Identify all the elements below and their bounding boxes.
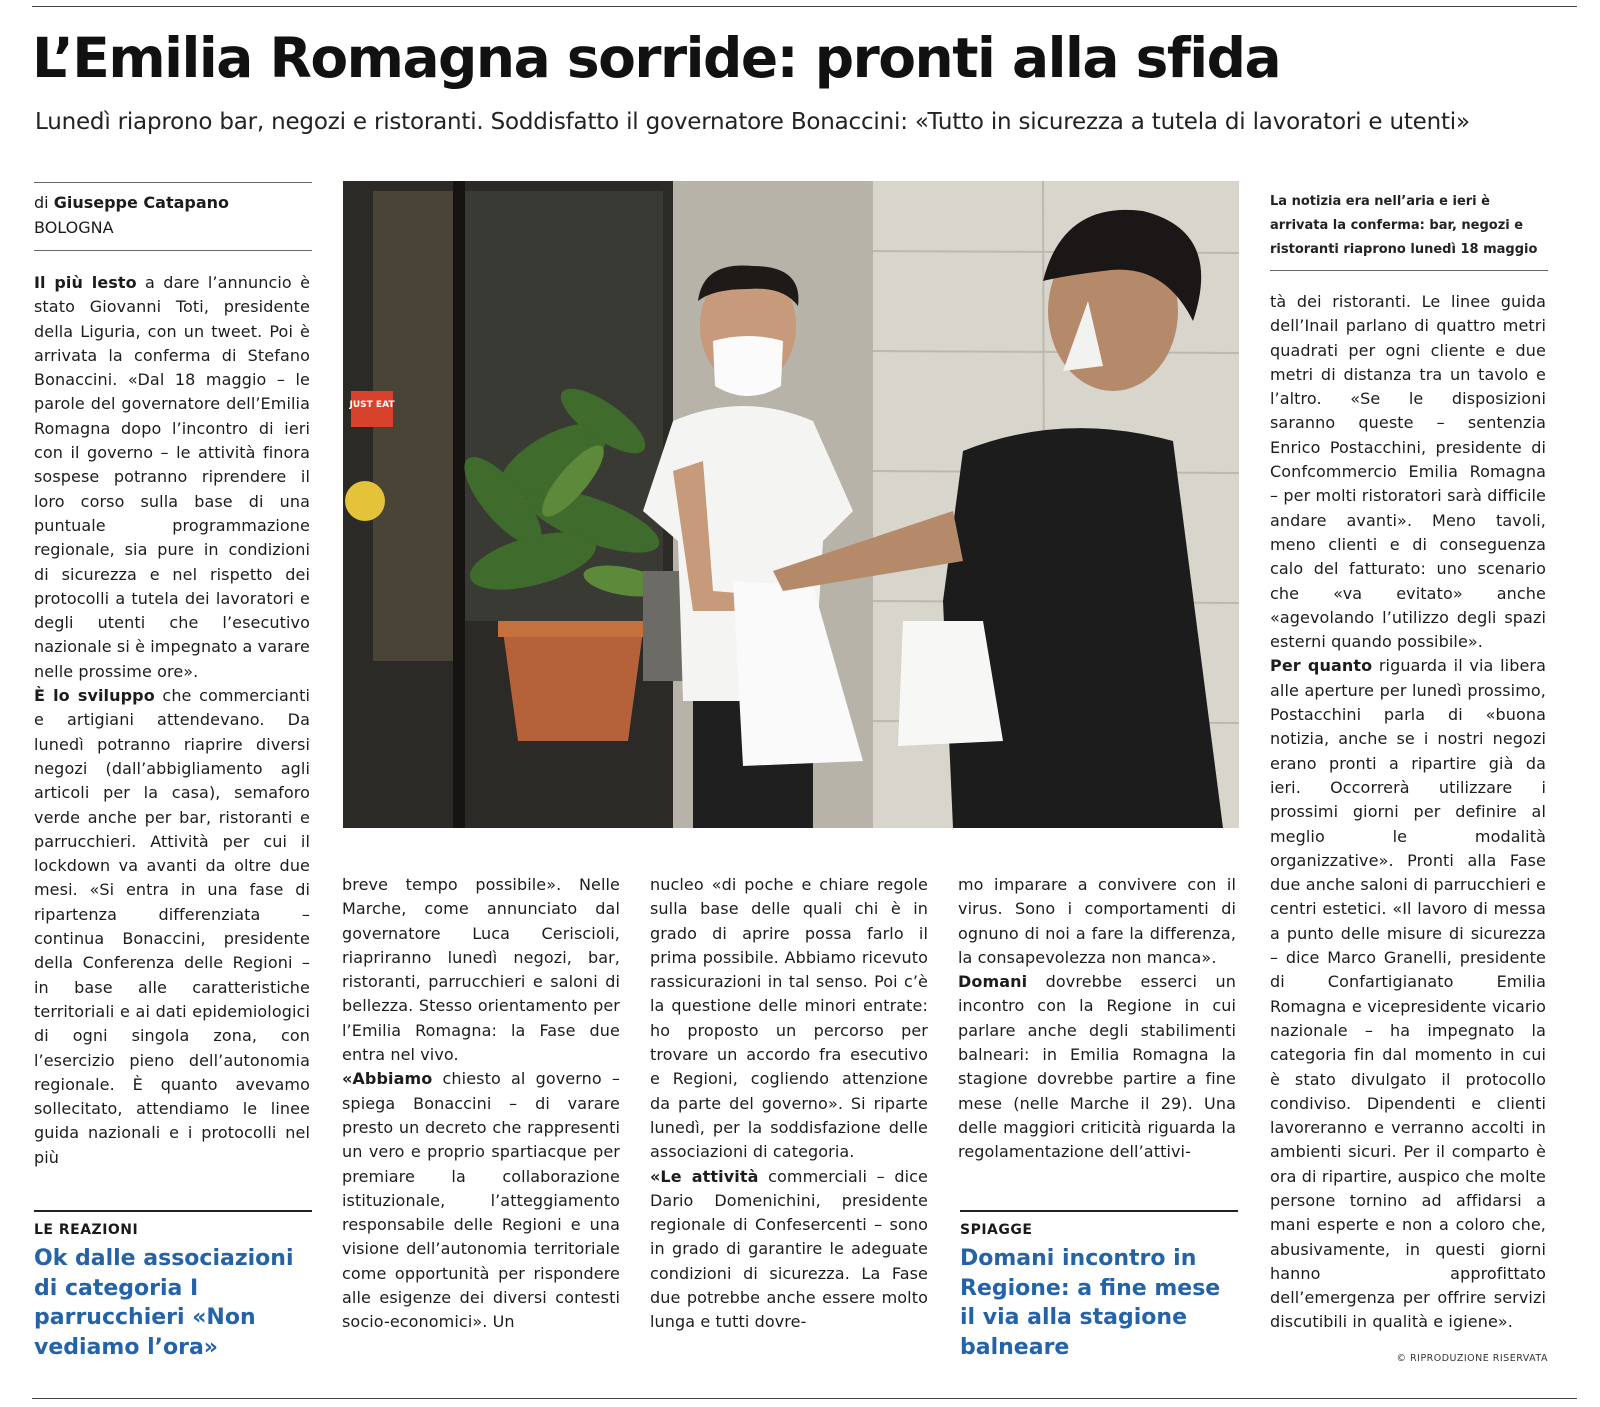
paragraph-text: riguarda il via libera alle aperture per lunedì prossimo, Postacchini parla di «buona notizia, anche se i nostri negozi erano pronti a ripartire già da ieri. Occorrerà utilizzare i prossimi giorni per definire al meglio le modalità organizzative». Pronti alla Fase due anche saloni di parrucchieri e centri estetici. «Il lavoro di messa a punto delle misure di sicurezza – dice Marco Granelli, presidente di Confartigianato Emilia Romagna e vicepresidente vicario nazionale – ha impegnato la categoria fin dal momento in cui è stato divulgato il protocollo condiviso. Dipendenti e clienti lavoreranno e verranno accolti in ambienti sicuri. Per il comparto è ora di ripartire, auspico che molte persone tornino ad affidarsi a mani esperte e non a coloro che, abusivamente, in questi giorni hanno approfittato dell’emergenza per offrire servizi discutibili in qualità e igiene».	[1270, 656, 1546, 1332]
byline	[34, 190, 314, 240]
lead-in: Domani	[958, 972, 1028, 992]
paragraph-text: mo imparare a convivere con il virus. Sono i comportamenti di ognuno di noi a fare la differenza, la consapevolezza non manca».	[958, 875, 1236, 967]
paragraph	[34, 271, 310, 684]
subheadline: Lunedì riaprono bar, negozi e ristoranti. Soddisfatto il governatore Bonaccini: «Tutto in sicurezza a tutela di lavoratori e utenti»	[35, 109, 1470, 135]
lead-in: «Abbiamo	[342, 1069, 433, 1089]
byline-rule	[34, 182, 312, 183]
paragraph-text: tà dei ristoranti. Le linee guida dell’Inail parlano di quattro metri quadrati per ogni cliente e due metri di distanza tra un tavolo e l’altro. «Se le disposizioni saranno queste – sentenzia Enrico Postacchini, presidente di Confcommercio Emilia Romagna – per molti ristoratori sarà difficile andare avanti». Meno tavoli, meno clienti e di conseguenza calo del fatturato: uno scenario che «va evitato» anche «agevolando l’utilizzo degli spazi esterni quando possibile».	[1270, 292, 1546, 652]
lead-in: «Le attività	[650, 1166, 759, 1186]
article-column-1	[34, 271, 310, 1170]
spiagge-kicker: SPIAGGE	[960, 1222, 1033, 1238]
paragraph-text: che commercianti e artigiani attendevano. Da lunedì potranno riaprire diversi negozi (dall’abbigliamento agli articoli per la casa), semaforo verde anche per bar, ristoranti e parrucchieri. Attività per cui il lockdown va avanti da oltre due mesi. «Si entra in una fase di ripartenza differenziata – continua Bonaccini, presidente della Conferenza delle Regioni – in base alle caratteristiche territoriali e ai dati epidemiologici di ogni singola zona, con l’esercizio pieno dell’autonomia regionale. È quanto avevamo sollecitato, attendiamo le linee guida nazionali e i protocolli nel più	[34, 686, 311, 1167]
article-column-5	[1270, 290, 1546, 1335]
paragraph	[34, 684, 310, 1170]
paragraph-text: a dare l’annuncio è stato Giovanni Toti, presidente della Liguria, con un tweet. Poi è arrivata la conferma di Stefano Bonaccini. «Dal 18 maggio – le parole del governatore dell’Emilia Romagna dopo l’incontro di ieri con il governo – le attività finora sospese potranno riprendere il loro corso sulla base di una puntuale programmazione regionale, sia pure in condizioni di sicurezza e nel rispetto dei protocolli a tutela dei lavoratori e degli utenti che l’esecutivo nazionale si è impegnato a varare nelle prossime ore».	[34, 273, 311, 681]
byline-prefix: di	[34, 193, 49, 212]
top-rule	[32, 6, 1577, 7]
paragraph-text: chiesto al governo – spiega Bonaccini – di varare presto un decreto che rappresenti un vero e proprio spartiacque per premiare la collaborazione istituzionale, l’atteggiamento responsabile delle Regioni e una visione dell’autonomia territoriale come opportunità per rispondere alle esigenze dei diversi contesti socio-economici». Un	[342, 1069, 620, 1332]
article-column-2	[342, 873, 620, 1335]
spiagge-box	[960, 1220, 1240, 1362]
paragraph-text: nucleo «di poche e chiare regole sulla base delle quali chi è in grado di aprire possa farlo il prima possibile. Abbiamo ricevuto rassicurazioni in tal senso. Poi c’è la questione delle minori entrate: ho proposto un percorso per trovare un accordo fra esecutivo e Regioni, cogliendo attenzione da parte del governo». Si riparte lunedì, per la soddisfazione delle associazioni di categoria.	[650, 875, 928, 1162]
lead-in: Il più lesto	[34, 273, 137, 292]
paragraph	[958, 970, 1236, 1164]
paragraph	[1270, 654, 1546, 1334]
article-photo	[343, 181, 1239, 828]
caption-rule	[1270, 270, 1548, 271]
paragraph	[1270, 290, 1546, 654]
paragraph	[342, 1067, 620, 1334]
paragraph	[342, 873, 620, 1067]
article-column-3	[650, 873, 928, 1335]
author-name: Giuseppe Catapano	[53, 193, 230, 212]
bottom-rule	[32, 1398, 1577, 1399]
paragraph-text: dovrebbe esserci un incontro con la Regione in cui parlare anche degli stabilimenti balneari: in Emilia Romagna la stagione dovrebbe partire a fine mese (nelle Marche il 29). Una delle maggiori criticità riguarda la regolamentazione dell’attivi-	[958, 972, 1236, 1162]
paragraph	[958, 873, 1236, 970]
headline: L’Emilia Romagna sorride: pronti alla sfida	[32, 26, 1281, 90]
reazioni-rule	[34, 1210, 312, 1212]
paragraph-text: breve tempo possibile». Nelle Marche, come annunciato dal governatore Luca Ceriscioli, riapriranno lunedì negozi, bar, ristoranti, parrucchieri e saloni di bellezza. Stesso orientamento per l’Emilia Romagna: la Fase due entra nel vivo.	[342, 875, 620, 1065]
spiagge-rule	[960, 1210, 1238, 1212]
copyright-notice: © RIPRODUZIONE RISERVATA	[1396, 1353, 1548, 1364]
byline-bottom-rule	[34, 250, 312, 251]
reazioni-kicker: LE REAZIONI	[34, 1222, 139, 1238]
photo-two-men-exchanging-takeaway-bag	[343, 181, 1239, 828]
paragraph	[650, 1165, 928, 1335]
sign-label: JUST EAT	[349, 400, 395, 410]
reazioni-title: Ok dalle associazioni di categoria I parrucchieri «Non vediamo l’ora»	[34, 1246, 294, 1360]
spiagge-title: Domani incontro in Regione: a fine mese il via alla stagione balneare	[960, 1246, 1221, 1360]
lead-in: Per quanto	[1270, 656, 1373, 676]
lead-in: È lo sviluppo	[34, 686, 155, 706]
article-column-4	[958, 873, 1236, 1165]
dateline: BOLOGNA	[34, 218, 114, 237]
paragraph-text: commerciali – dice Dario Domenichini, presidente regionale di Confesercenti – sono in grado di garantire le adeguate condizioni di sicurezza. La Fase due potrebbe anche essere molto lunga e tutti dovre-	[650, 1166, 928, 1332]
paragraph	[650, 873, 928, 1165]
photo-caption: La notizia era nell’aria e ieri è arrivata la conferma: bar, negozi e ristoranti riaprono lunedì 18 maggio	[1270, 194, 1538, 257]
reazioni-box	[34, 1220, 314, 1362]
